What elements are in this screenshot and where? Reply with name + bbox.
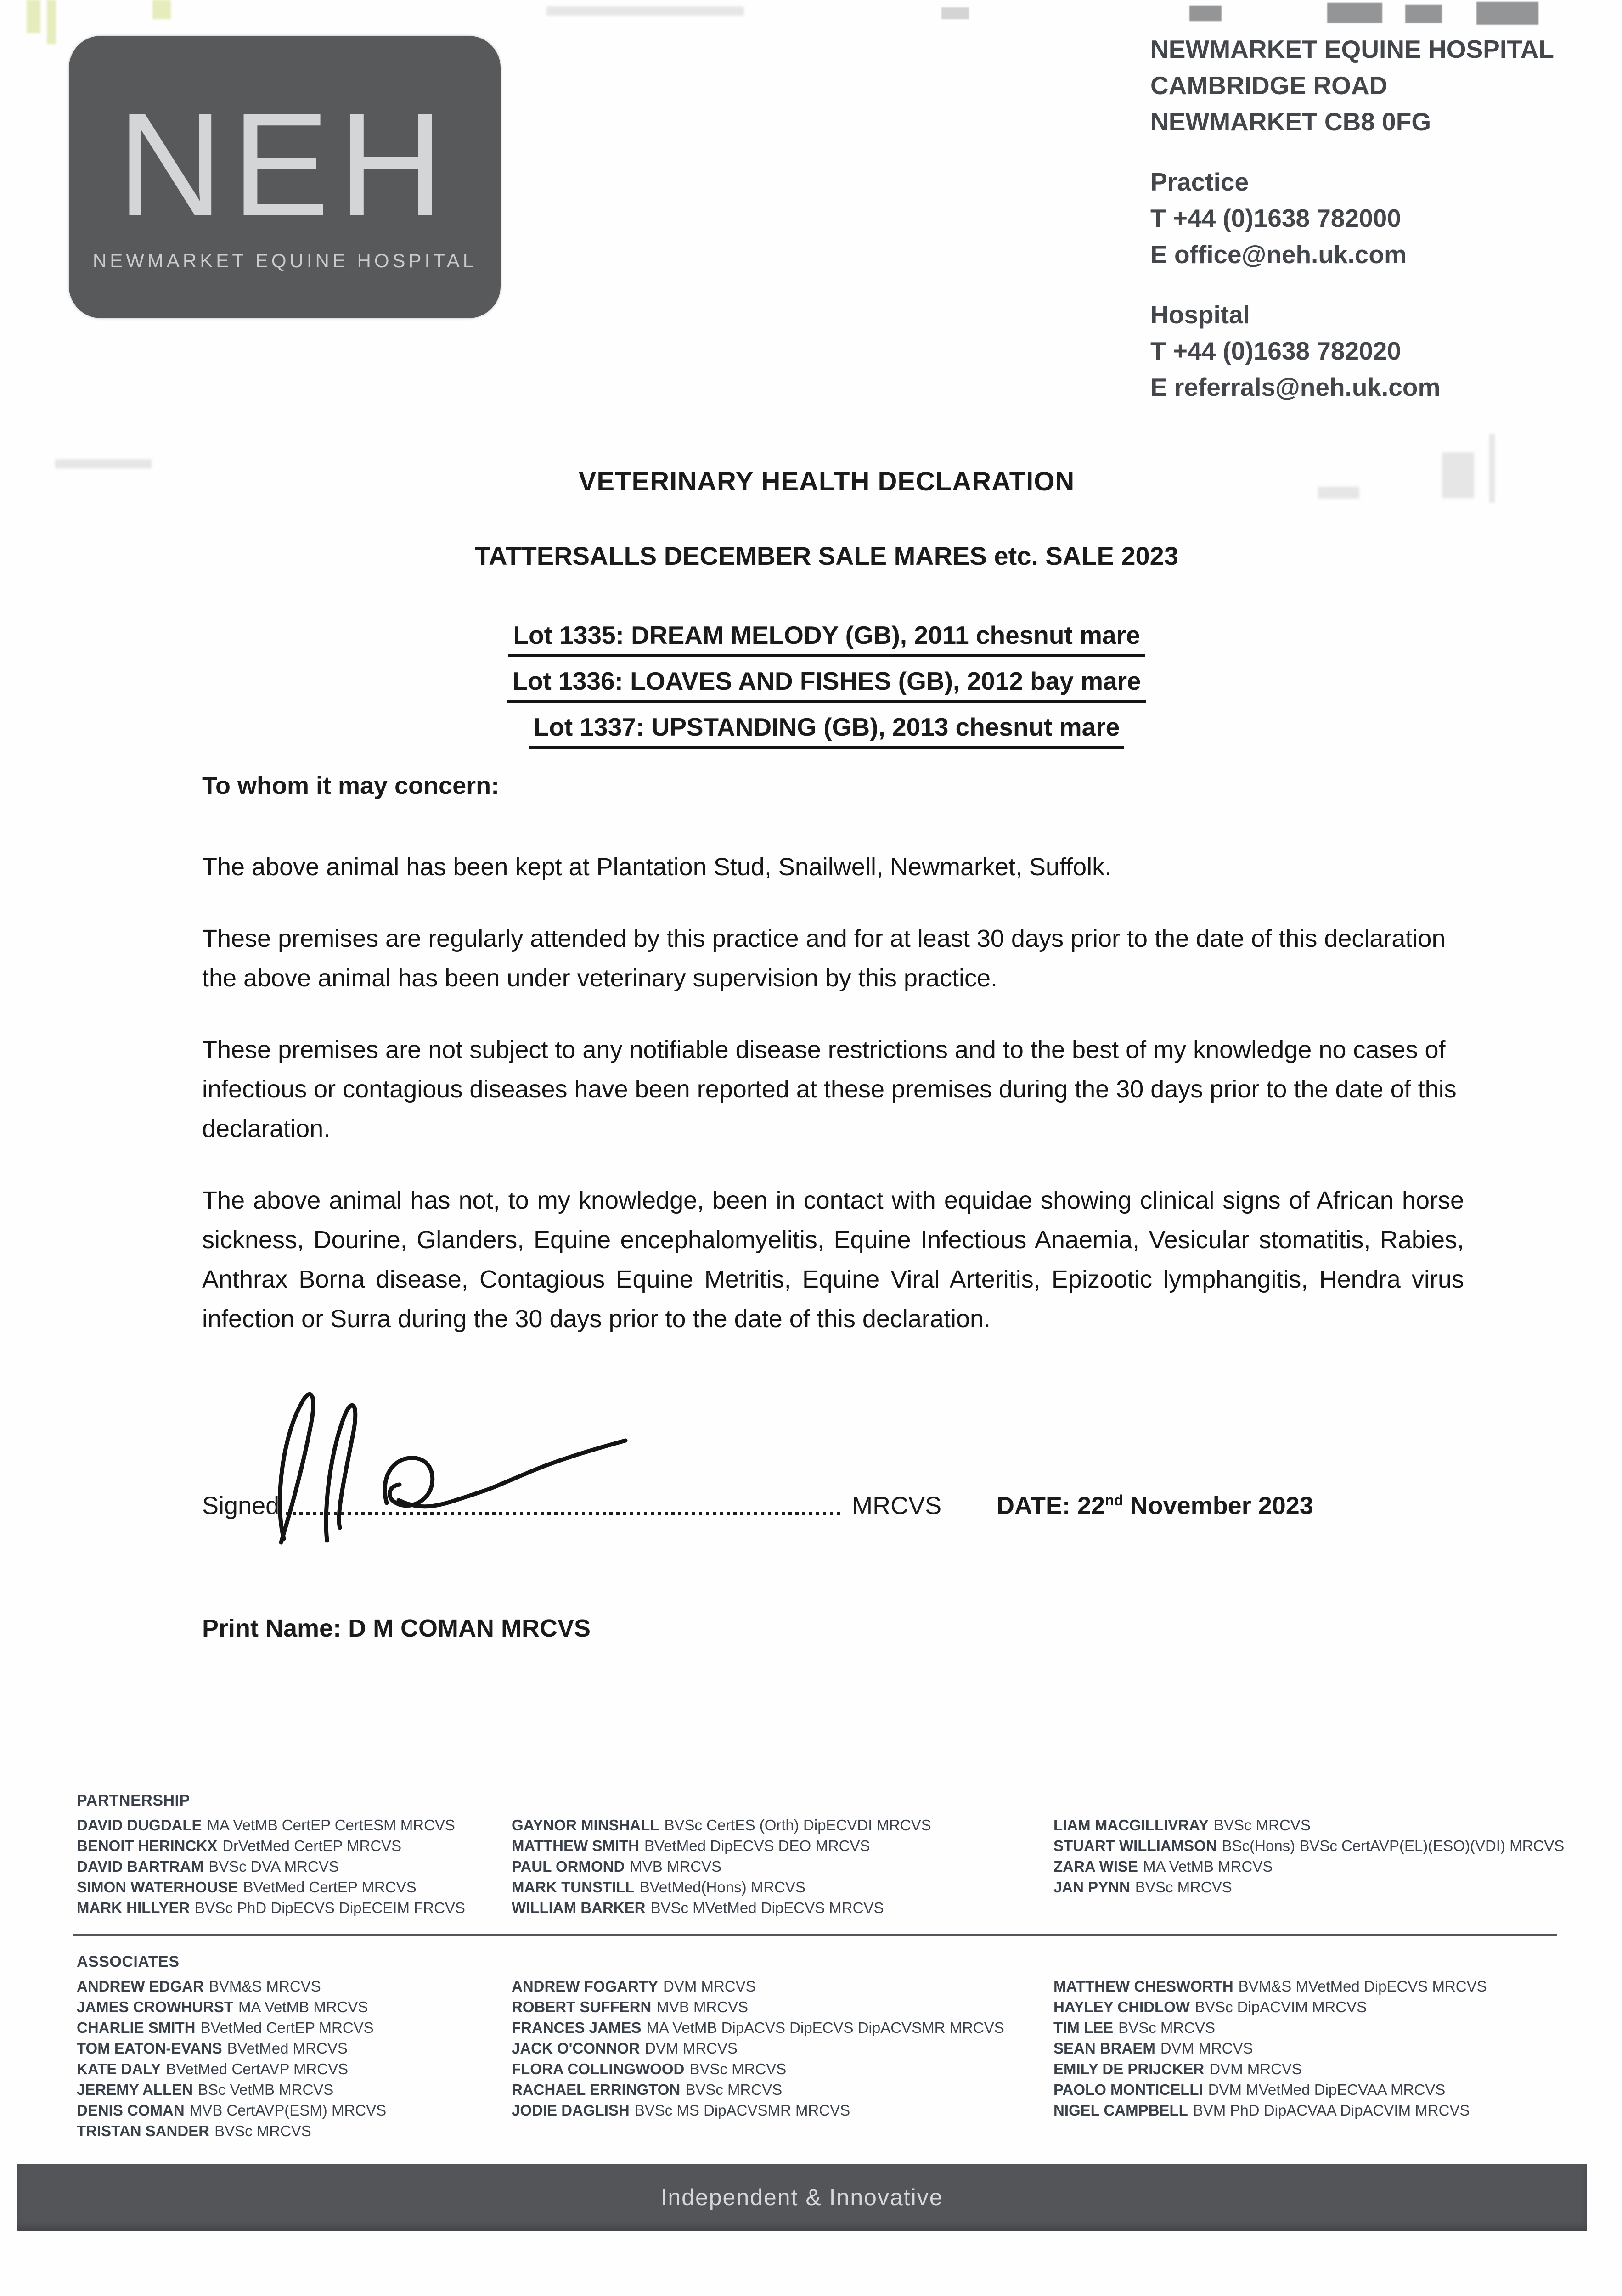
staff-member: PAOLO MONTICELLI DVM MVetMed DipECVAA MRCVS xyxy=(1053,2081,1446,2098)
body-paragraph: These premises are not subject to any notifiable disease restrictions and to the best of my knowledge no cases of infectious or contagious diseases have been reported at these premises during the 30 days prior to the date of this declaration. xyxy=(202,1036,1457,1142)
address-line: NEWMARKET EQUINE HOSPITAL xyxy=(1150,35,1554,63)
partnership-column-2 xyxy=(512,1815,931,1918)
address-line: NEWMARKET CB8 0FG xyxy=(1150,107,1431,136)
neh-logo xyxy=(69,36,501,318)
staff-member: WILLIAM BARKER BVSc MVetMed DipECVS MRCVS xyxy=(512,1899,884,1916)
handwritten-signature xyxy=(225,1384,666,1545)
signature-row xyxy=(202,1491,941,1520)
staff-member: MATTHEW CHESWORTH BVM&S MVetMed DipECVS MRCVS xyxy=(1053,1978,1487,1995)
scan-artifact xyxy=(47,0,56,44)
staff-member: LIAM MACGILLIVRAY BVSc MRCVS xyxy=(1053,1817,1311,1834)
salutation: To whom it may concern: xyxy=(202,772,500,799)
lot-entry: Lot 1337: UPSTANDING (GB), 2013 chesnut mare xyxy=(138,712,1515,749)
date-month-year: November 2023 xyxy=(1123,1492,1313,1519)
sale-subtitle: TATTERSALLS DECEMBER SALE MARES etc. SALE 2023 xyxy=(475,541,1178,570)
practice-email: E office@neh.uk.com xyxy=(1150,240,1407,269)
staff-member: ROBERT SUFFERN MVB MRCVS xyxy=(512,1998,749,2015)
date-day: DATE: 22 xyxy=(997,1492,1105,1519)
footer-tagline: Independent & Innovative xyxy=(660,2184,943,2210)
lot-entry: Lot 1336: LOAVES AND FISHES (GB), 2012 bay mare xyxy=(138,666,1515,703)
staff-member: CHARLIE SMITH BVetMed CertEP MRCVS xyxy=(77,2019,374,2036)
staff-member: JODIE DAGLISH BVSc MS DipACVSMR MRCVS xyxy=(512,2102,850,2119)
lot-list xyxy=(138,620,1515,749)
partnership-heading: PARTNERSHIP xyxy=(77,1792,190,1809)
scan-artifact xyxy=(55,459,152,468)
scan-artifact xyxy=(1327,3,1382,23)
scan-artifact xyxy=(1476,2,1538,25)
staff-member: RACHAEL ERRINGTON BVSc MRCVS xyxy=(512,2081,783,2098)
title-block xyxy=(138,466,1515,758)
logo-name: NEWMARKET EQUINE HOSPITAL xyxy=(92,250,477,271)
partnership-column-3 xyxy=(1053,1815,1564,1897)
partnership-column-1 xyxy=(77,1815,465,1918)
staff-member: ANDREW EDGAR BVM&S MRCVS xyxy=(77,1978,321,1995)
staff-member: FRANCES JAMES MA VetMB DipACVS DipECVS DipACVSMR MRCVS xyxy=(512,2019,1004,2036)
staff-member: JAN PYNN BVSc MRCVS xyxy=(1053,1879,1232,1896)
print-name: Print Name: D M COMAN MRCVS xyxy=(202,1615,591,1642)
staff-member: TRISTAN SANDER BVSc MRCVS xyxy=(77,2122,311,2139)
staff-member: GAYNOR MINSHALL BVSc CertES (Orth) DipECVDI MRCVS xyxy=(512,1817,931,1834)
staff-member: JACK O'CONNOR DVM MRCVS xyxy=(512,2040,738,2057)
address-lines xyxy=(1150,31,1610,140)
hospital-label: Hospital xyxy=(1150,300,1250,329)
staff-member: HAYLEY CHIDLOW BVSc DipACVIM MRCVS xyxy=(1053,1998,1367,2015)
signature-qualification: MRCVS xyxy=(852,1492,942,1519)
staff-member: ANDREW FOGARTY DVM MRCVS xyxy=(512,1978,756,1995)
staff-member: TIM LEE BVSc MRCVS xyxy=(1053,2019,1216,2036)
scan-artifact xyxy=(941,7,969,19)
staff-member: FLORA COLLINGWOOD BVSc MRCVS xyxy=(512,2060,787,2077)
scan-artifact xyxy=(152,0,171,19)
staff-member: PAUL ORMOND MVB MRCVS xyxy=(512,1858,722,1875)
staff-member: JEREMY ALLEN BSc VetMB MRCVS xyxy=(77,2081,334,2098)
staff-member: SEAN BRAEM DVM MRCVS xyxy=(1053,2040,1253,2057)
signed-label: Signed xyxy=(202,1492,280,1519)
staff-member: DAVID DUGDALE MA VetMB CertEP CertESM MRCVS xyxy=(77,1817,455,1834)
address-line: CAMBRIDGE ROAD xyxy=(1150,71,1388,100)
declaration-body xyxy=(202,847,1464,1371)
staff-member: SIMON WATERHOUSE BVetMed CertEP MRCVS xyxy=(77,1879,417,1896)
associates-column-2 xyxy=(512,1976,1004,2121)
practice-contact xyxy=(1150,164,1610,273)
staff-member: KATE DALY BVetMed CertAVP MRCVS xyxy=(77,2060,349,2077)
staff-member: STUART WILLIAMSON BSc(Hons) BVSc CertAVP(EL)(ESO)(VDI) MRCVS xyxy=(1053,1837,1565,1854)
divider-rule xyxy=(73,1934,1557,1936)
body-paragraph: These premises are regularly attended by this practice and for at least 30 days prior to the date of this declaration the above animal has been under veterinary supervision by this practice. xyxy=(202,925,1446,992)
lot-entry: Lot 1335: DREAM MELODY (GB), 2011 chesnut mare xyxy=(138,620,1515,657)
associates-heading: ASSOCIATES xyxy=(77,1953,180,1970)
footer-bar xyxy=(17,2164,1587,2231)
hospital-phone: T +44 (0)1638 782020 xyxy=(1150,337,1401,365)
letterhead-address xyxy=(1150,31,1610,405)
scan-artifact xyxy=(1405,5,1442,23)
signature-dotted-line xyxy=(286,1512,844,1515)
staff-member: JAMES CROWHURST MA VetMB MRCVS xyxy=(77,1998,368,2015)
logo-acronym: NEH xyxy=(117,82,452,247)
hospital-email: E referrals@neh.uk.com xyxy=(1150,373,1441,401)
date-ordinal: nd xyxy=(1105,1492,1123,1508)
staff-member: MATTHEW SMITH BVetMed DipECVS DEO MRCVS xyxy=(512,1837,870,1854)
practice-label: Practice xyxy=(1150,168,1249,196)
date-field xyxy=(997,1491,1313,1520)
hospital-contact xyxy=(1150,297,1610,405)
staff-member: EMILY DE PRIJCKER DVM MRCVS xyxy=(1053,2060,1302,2077)
staff-member: NIGEL CAMPBELL BVM PhD DipACVAA DipACVIM MRCVS xyxy=(1053,2102,1470,2119)
body-paragraph: The above animal has been kept at Plantation Stud, Snailwell, Newmarket, Suffolk. xyxy=(202,853,1112,881)
scan-artifact xyxy=(27,0,40,33)
associates-column-1 xyxy=(77,1976,386,2141)
staff-member: MARK TUNSTILL BVetMed(Hons) MRCVS xyxy=(512,1879,805,1896)
scan-artifact xyxy=(1189,6,1222,21)
staff-member: DAVID BARTRAM BVSc DVA MRCVS xyxy=(77,1858,339,1875)
staff-member: ZARA WISE MA VetMB MRCVS xyxy=(1053,1858,1273,1875)
scan-artifact xyxy=(546,6,744,16)
staff-member: MARK HILLYER BVSc PhD DipECVS DipECEIM FRCVS xyxy=(77,1899,465,1916)
practice-phone: T +44 (0)1638 782000 xyxy=(1150,204,1401,232)
body-paragraph: The above animal has not, to my knowledge, been in contact with equidae showing clinical signs of African horse sickness, Dourine, Glanders, Equine encephalomyelitis, Equine Infectious Anaemia, Vesicular stomatitis, Rabies, Anthrax Borna disease, Contagious Equine Metritis, Equine Viral Arteritis, Epizootic lymphangitis, Hendra virus infection or Surra during the 30 days prior to the date of this declaration. xyxy=(202,1187,1464,1333)
staff-member: DENIS COMAN MVB CertAVP(ESM) MRCVS xyxy=(77,2102,387,2119)
document-title: VETERINARY HEALTH DECLARATION xyxy=(578,467,1075,496)
staff-member: TOM EATON-EVANS BVetMed MRCVS xyxy=(77,2040,348,2057)
associates-column-3 xyxy=(1053,1976,1487,2121)
staff-member: BENOIT HERINCKX DrVetMed CertEP MRCVS xyxy=(77,1837,402,1854)
